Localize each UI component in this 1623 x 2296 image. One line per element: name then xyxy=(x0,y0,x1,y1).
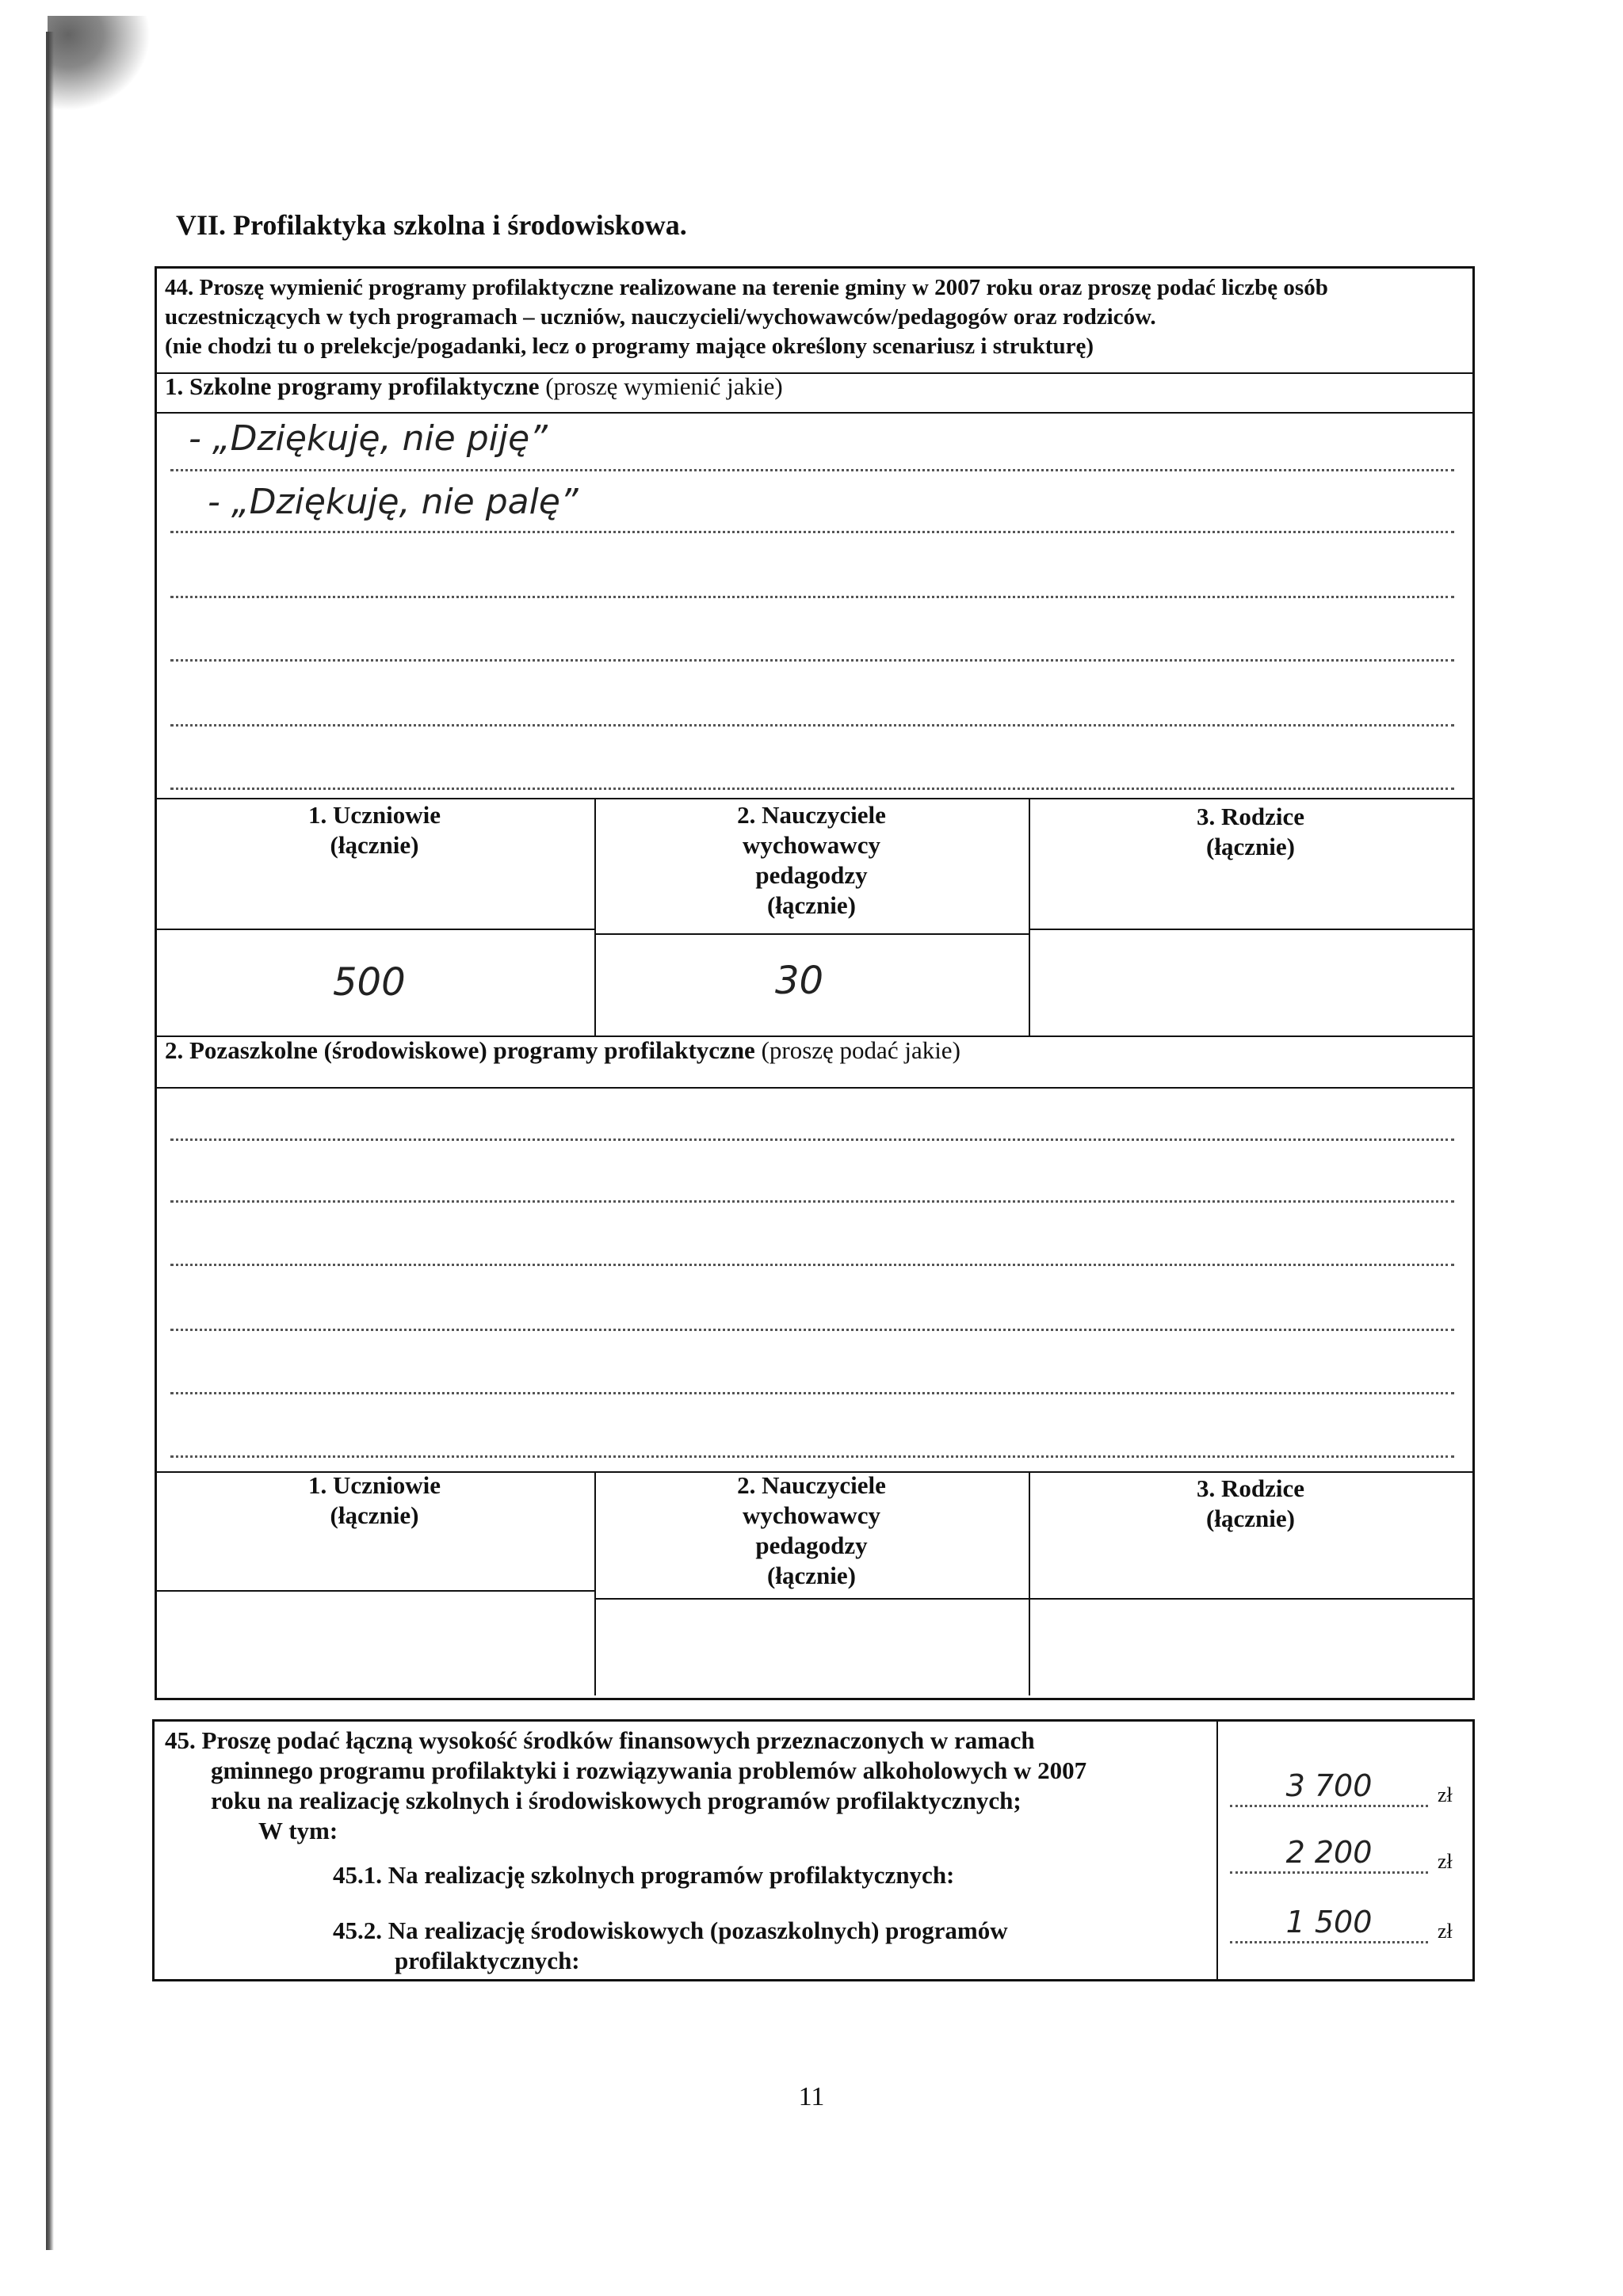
school-program-line[interactable] xyxy=(170,659,1454,662)
community-table-header-divider xyxy=(155,1590,594,1592)
school-heading-divider xyxy=(155,412,1472,414)
school-program-entry-1: - „Dziękuję, nie piję” xyxy=(189,418,548,459)
q45-total-amount[interactable] xyxy=(1230,1768,1453,1807)
school-program-line[interactable] xyxy=(170,596,1454,598)
community-col-students: 1. Uczniowie (łącznie) xyxy=(307,1471,441,1529)
q45-line-3: roku na realizację szkolnych i środowiskowych programów profilaktycznych; xyxy=(211,1787,1022,1814)
school-program-line[interactable] xyxy=(170,788,1454,790)
school-program-line[interactable] xyxy=(170,531,1454,533)
community-table-header-divider xyxy=(1029,1598,1472,1600)
community-heading-divider xyxy=(155,1087,1472,1089)
community-table-header-divider xyxy=(594,1598,1029,1600)
school-students-value[interactable]: 500 xyxy=(333,960,406,1005)
q45-item-1: 45.1. Na realizację szkolnych programów profilaktycznych: xyxy=(333,1861,955,1889)
page-number: 11 xyxy=(798,2082,825,2111)
school-table-header-divider xyxy=(594,933,1029,935)
school-programs-heading-rest: (proszę wymienić jakie) xyxy=(539,372,783,400)
q45-w-tym: W tym: xyxy=(258,1817,338,1844)
section-title: VII. Profilaktyka szkolna i środowiskowa. xyxy=(176,209,687,241)
q44-intro xyxy=(165,273,1465,361)
community-programs-heading-bold: 2. Pozaszkolne (środowiskowe) programy profilaktyczne xyxy=(165,1036,755,1064)
school-programs-heading xyxy=(165,372,783,401)
school-program-line[interactable] xyxy=(170,724,1454,727)
school-programs-heading-bold: 1. Szkolne programy profilaktyczne xyxy=(165,372,540,400)
q45-school-amount[interactable] xyxy=(1230,1835,1453,1874)
school-col-teachers: 2. Nauczyciele wychowawcy pedagodzy (łącznie) xyxy=(737,801,886,919)
q44-question: 44. Proszę wymienić programy profilaktyczne realizowane na terenie gminy w 2007 roku oraz proszę podać liczbę osób uczestniczących w tych programach – uczniów, nauczycieli/wychowawców/pedagogów oraz rodziców. xyxy=(165,275,1328,330)
q45-total-value: 3 700 xyxy=(1285,1768,1373,1803)
community-programs-heading-rest: (proszę podać jakie) xyxy=(754,1036,960,1064)
q45-total-unit: zł xyxy=(1438,1783,1453,1806)
q45-line-2: gminnego programu profilaktyki i rozwiązywania problemów alkoholowych w 2007 xyxy=(211,1756,1087,1784)
community-col-teachers: 2. Nauczyciele wychowawcy pedagodzy (łącznie) xyxy=(737,1471,886,1589)
school-col-students: 1. Uczniowie (łącznie) xyxy=(307,801,441,859)
q45-item-2: 45.2. Na realizację środowiskowych (pozaszkolnych) programów profilaktycznych: xyxy=(333,1917,1008,1974)
school-program-line[interactable] xyxy=(170,469,1454,471)
scan-shadow-edge xyxy=(46,32,54,2250)
community-program-line[interactable] xyxy=(170,1455,1454,1458)
school-table-top xyxy=(155,798,1472,799)
q45-school-value: 2 200 xyxy=(1285,1835,1373,1870)
community-program-line[interactable] xyxy=(170,1392,1454,1394)
q45-line-1: 45. Proszę podać łączną wysokość środków finansowych przeznaczonych w ramach xyxy=(165,1726,1035,1754)
scan-shadow-corner xyxy=(48,16,151,111)
school-col-parents: 3. Rodzice (łącznie) xyxy=(1196,803,1305,860)
community-programs-heading xyxy=(165,1036,960,1065)
community-program-line[interactable] xyxy=(170,1200,1454,1203)
q44-note: (nie chodzi tu o prelekcje/pogadanki, lecz o programy mające określony scenariusz i strukturę) xyxy=(165,334,1094,359)
school-program-entry-2: - „Dziękuję, nie palę” xyxy=(208,482,579,522)
q45-question xyxy=(165,1726,1203,1846)
community-col-parents: 3. Rodzice (łącznie) xyxy=(1196,1474,1305,1532)
q45-community-value: 1 500 xyxy=(1285,1905,1373,1939)
q45-community-unit: zł xyxy=(1438,1920,1453,1943)
community-program-line[interactable] xyxy=(170,1138,1454,1141)
school-table-header-divider xyxy=(1029,929,1472,930)
community-program-line[interactable] xyxy=(170,1329,1454,1331)
community-program-line[interactable] xyxy=(170,1264,1454,1266)
school-teachers-value[interactable]: 30 xyxy=(775,959,824,1003)
school-table-header-divider xyxy=(155,929,594,930)
q45-school-unit: zł xyxy=(1438,1850,1453,1873)
q45-community-amount[interactable] xyxy=(1230,1905,1453,1943)
q45-col-divider xyxy=(1216,1719,1218,1979)
